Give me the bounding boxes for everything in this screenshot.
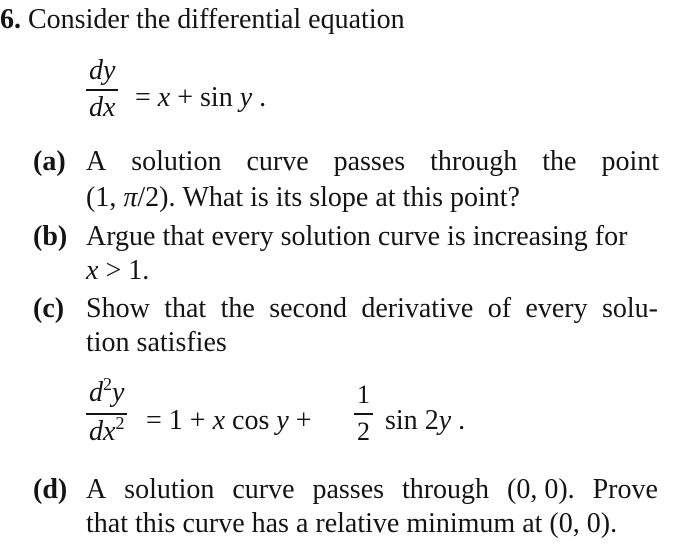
eq2-sin: sin [385, 405, 418, 436]
part-d-line2: that this curve has a relative minimum at (0, 0). [86, 508, 618, 539]
eq2-num-exponent: 2 [103, 374, 112, 394]
eq2-denominator [86, 412, 127, 449]
eq1-rhs [135, 82, 266, 114]
problem-prompt: Consider the differential equation [28, 4, 405, 35]
part-a-word: curve [246, 146, 309, 177]
part-d-word: passes [312, 474, 385, 505]
eq2-cos: cos [232, 405, 270, 436]
part-d-word: curve [232, 474, 295, 505]
part-c-label: (c) [33, 293, 65, 324]
eq2-half-bar [354, 413, 373, 415]
part-a-word: passes [333, 146, 406, 177]
eq2-den-dx: dx [89, 415, 116, 447]
eq1-equals: = [135, 82, 151, 113]
eq1-fraction [86, 56, 118, 123]
eq2-rhs-part2 [385, 405, 465, 437]
part-a-word: point [601, 146, 659, 177]
part-c-word: the [220, 293, 255, 324]
part-d-word: through [401, 474, 490, 505]
part-c-word: derivative [361, 293, 474, 324]
eq2-plus: + [189, 405, 206, 436]
part-d-label: (d) [33, 474, 68, 505]
part-c-word: every [525, 293, 588, 324]
eq1-plus: + [177, 82, 194, 113]
part-b-inequality: > 1. [105, 255, 150, 286]
part-d-word: solution [124, 474, 215, 505]
eq1-y: y [239, 82, 253, 113]
eq2-one: 1 [168, 405, 183, 436]
eq2-x: x [212, 405, 226, 436]
part-a-line2 [86, 182, 520, 214]
eq2-den-exponent: 2 [115, 412, 125, 433]
part-b-label: (b) [33, 221, 68, 252]
part-a-word: A [86, 146, 107, 177]
part-b-x: x [86, 255, 99, 286]
part-a-line1 [86, 146, 659, 178]
part-b-line2 [86, 255, 149, 287]
part-a-question: What is its slope at this point? [182, 182, 520, 213]
part-a-point-open: (1, [86, 182, 117, 213]
part-c-word: solu- [601, 293, 658, 324]
part-c-word: of [487, 293, 512, 324]
eq1-denominator: dx [89, 91, 116, 123]
eq1-fraction-bar [86, 89, 118, 91]
part-a-word: the [542, 146, 577, 177]
part-c-line1 [86, 293, 658, 325]
eq2-plus-2: + [295, 405, 312, 436]
eq1-x: x [157, 82, 171, 113]
eq2-equals: = [146, 405, 162, 436]
eq1-period: . [259, 82, 267, 113]
problem-number: 6. [0, 4, 21, 35]
eq2-numerator [86, 374, 127, 410]
part-a-point-close: /2). [137, 182, 176, 213]
eq2-y2: y [438, 405, 452, 436]
part-c-word: second [269, 293, 347, 324]
eq2-half-fraction [354, 380, 373, 447]
part-a-label: (a) [33, 146, 66, 177]
part-c-word: that [164, 293, 207, 324]
part-d-word: (0, 0). [507, 474, 575, 505]
eq1-sin: sin [200, 82, 233, 113]
eq2-lhs-fraction [86, 374, 127, 449]
problem-heading [0, 4, 405, 36]
part-a-pi: π [123, 182, 138, 213]
eq1-numerator: dy [89, 55, 116, 86]
part-d-line1 [86, 474, 658, 506]
part-b-line1: Argue that every solution curve is increasing for [86, 221, 628, 252]
part-a-word: solution [131, 146, 222, 177]
part-c-word: Show [86, 293, 150, 324]
part-d-word: A [86, 474, 107, 505]
part-c-line2: tion satisfies [86, 327, 227, 358]
eq2-half-denominator: 2 [357, 416, 370, 446]
part-a-word: through [430, 146, 518, 177]
eq2-half-numerator: 1 [357, 380, 370, 409]
eq2-y: y [276, 405, 289, 436]
eq2-period: . [458, 405, 466, 436]
eq2-rhs-part1 [146, 405, 312, 437]
part-d-word: Prove [592, 474, 658, 505]
eq2-num-y: y [112, 377, 125, 408]
eq2-num-d: d [89, 377, 103, 408]
eq2-two: 2 [424, 405, 439, 436]
